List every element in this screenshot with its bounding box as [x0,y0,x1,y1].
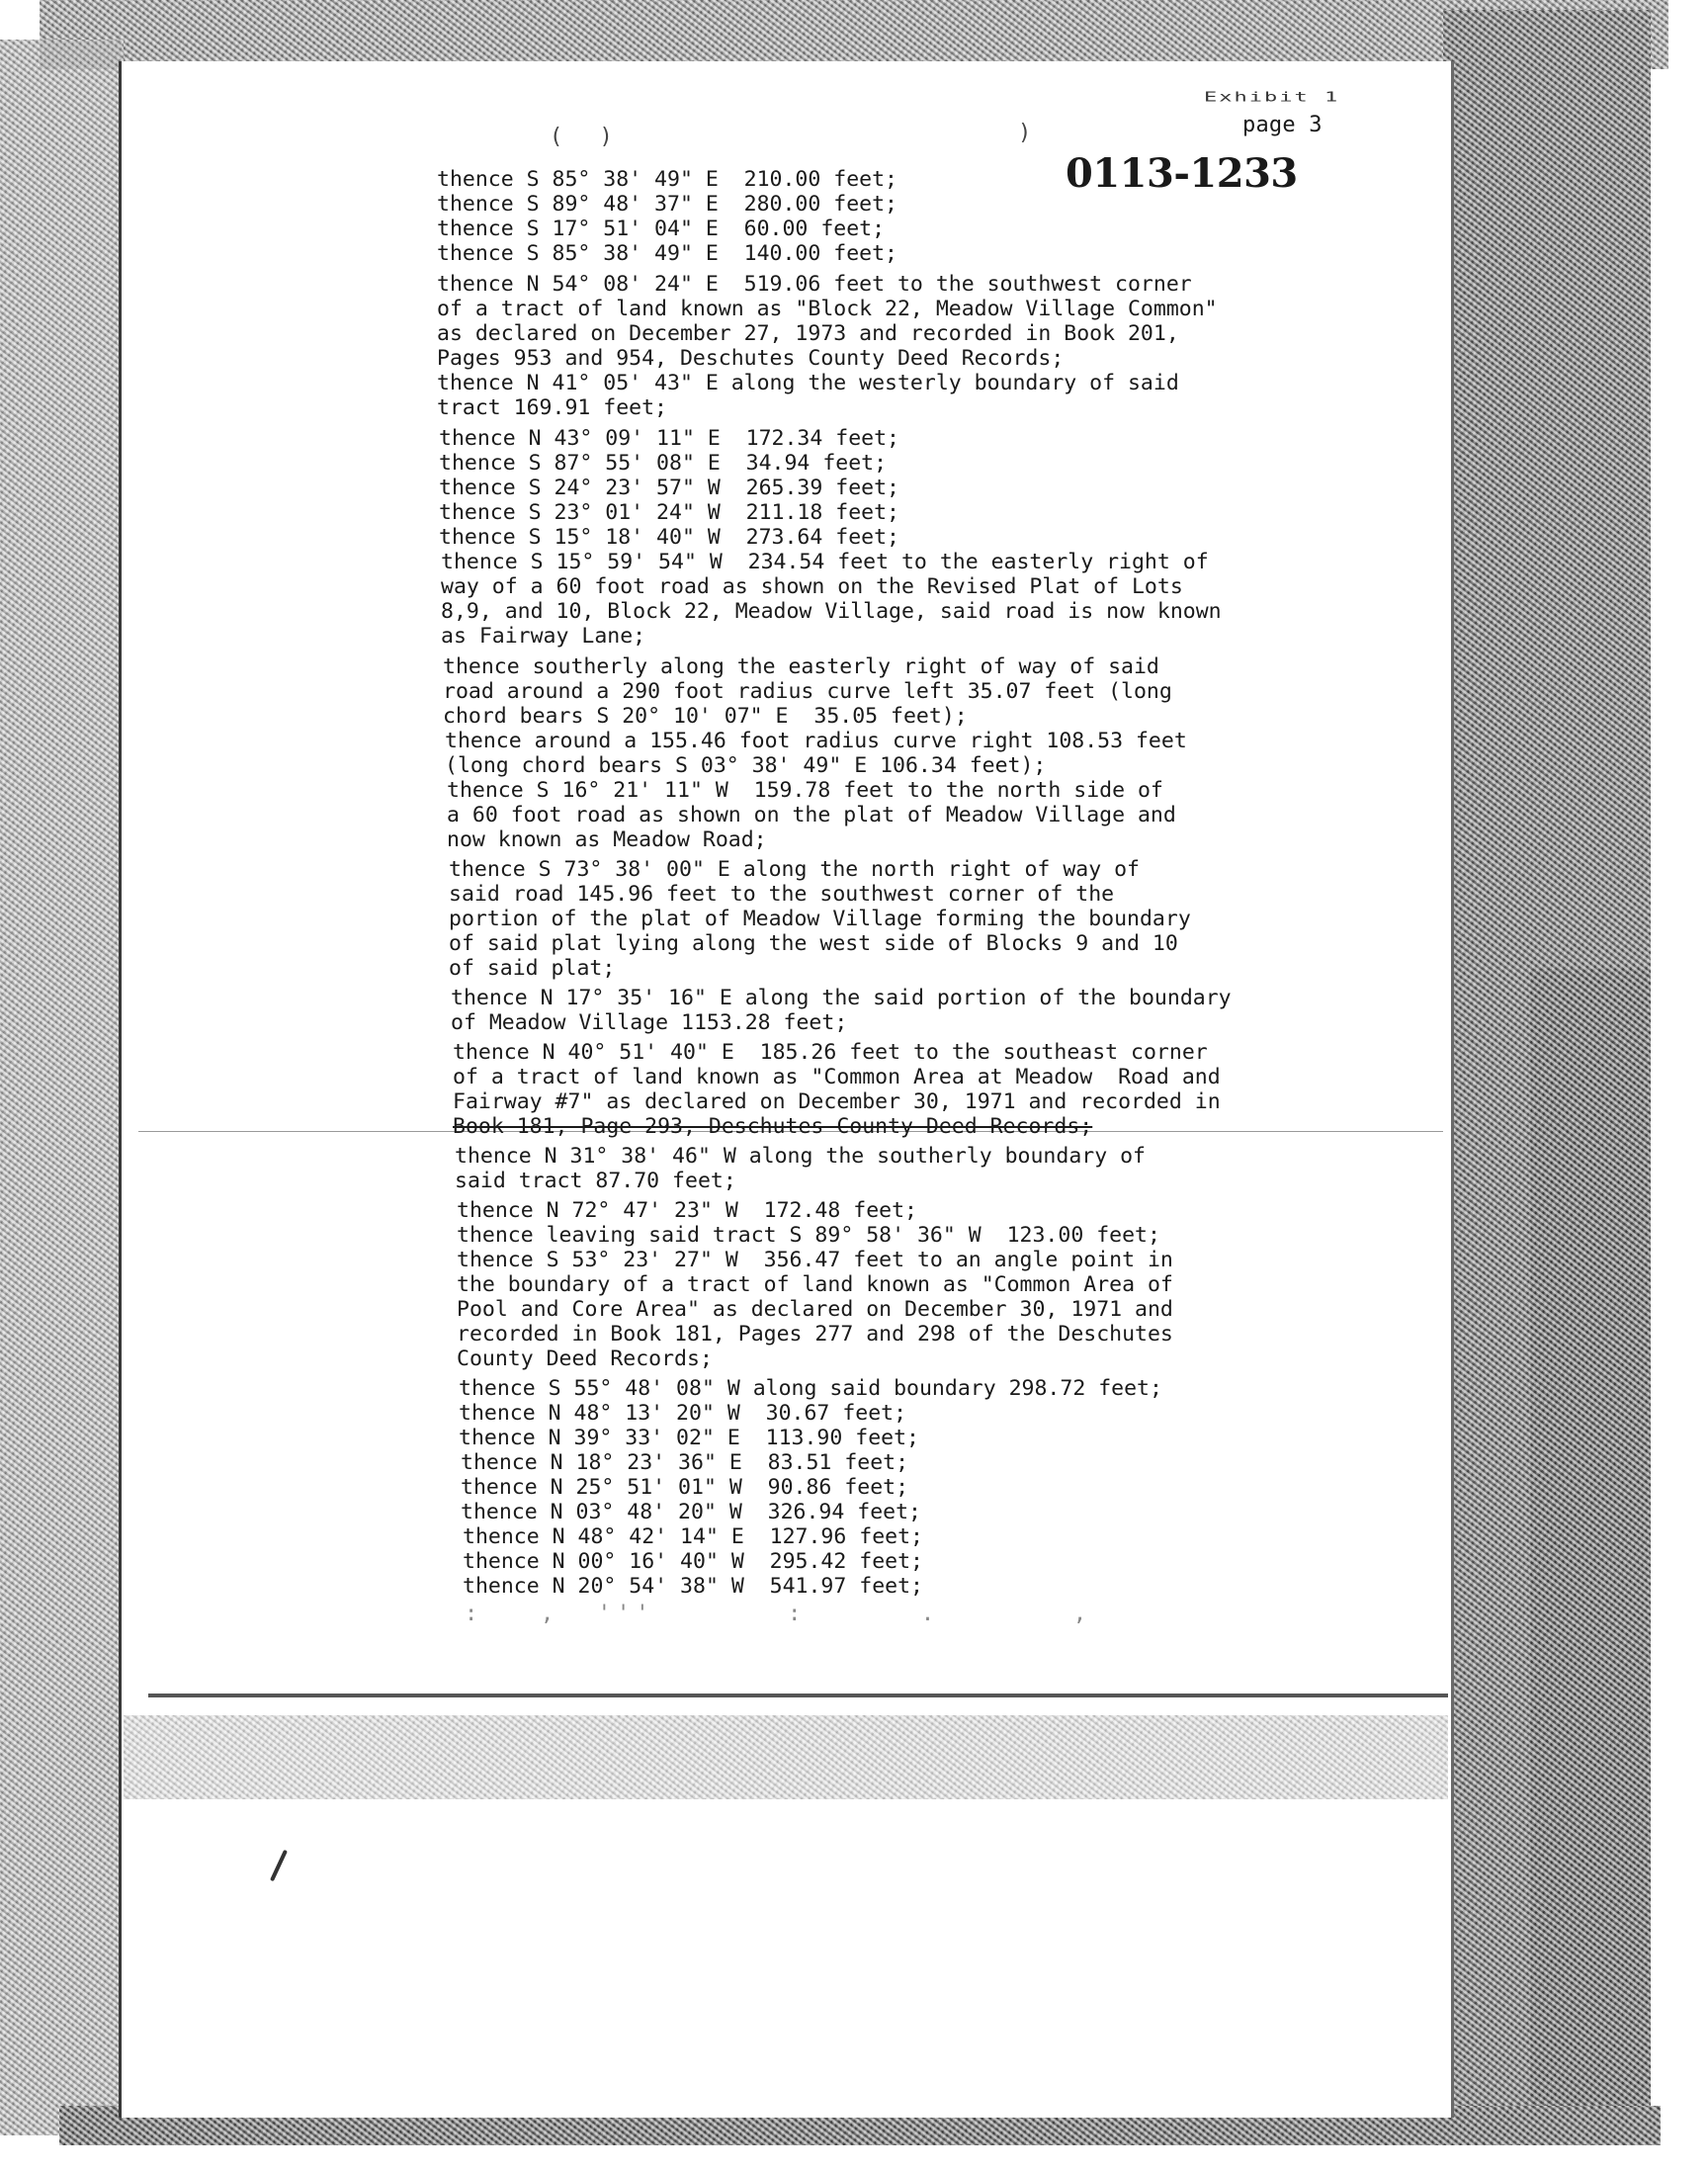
text-line: recorded in Book 181, Pages 277 and 298 of the Deschutes [457,1322,1173,1347]
paren-mark: ( ) [550,125,625,149]
text-line-struck: Book 181, Page 293, Deschutes County Deed Records; [453,1114,1093,1139]
text-line: thence S 85° 38' 49" E 210.00 feet; [437,167,897,192]
text-line: thence N 40° 51' 40" E 185.26 feet to the southeast corner [453,1040,1208,1065]
paren-mark-right: ) [1018,121,1032,145]
text-line: thence N 39° 33' 02" E 113.90 feet; [459,1426,919,1450]
text-line: a 60 foot road as shown on the plat of Meadow Village and [447,803,1176,827]
exhibit-label: Exhibit 1 [1204,90,1340,105]
text-line: thence S 24° 23' 57" W 265.39 feet; [439,476,899,500]
text-line: said tract 87.70 feet; [455,1169,736,1193]
text-line: thence N 48° 13' 20" W 30.67 feet; [459,1401,907,1426]
text-line: thence around a 155.46 foot radius curve right 108.53 feet [445,729,1187,753]
text-line: thence S 23° 01' 24" W 211.18 feet; [439,500,899,525]
text-line: thence N 20° 54' 38" W 541.97 feet; [463,1574,923,1599]
text-line: thence S 17° 51' 04" E 60.00 feet; [437,217,886,241]
scan-noise-lower-band [124,1715,1448,1799]
scan-noise-top [40,0,1668,69]
text-line: thence S 73° 38' 00" E along the north right of way of [449,857,1140,882]
text-line: thence N 25° 51' 01" W 90.86 feet; [461,1475,909,1500]
text-line: road around a 290 foot radius curve left 35.07 feet (long [443,679,1172,704]
text-line: thence N 41° 05' 43" E along the westerly boundary of said [437,371,1179,395]
text-line: thence N 54° 08' 24" E 519.06 feet to the southwest corner [437,272,1192,297]
text-line: thence S 15° 18' 40" W 273.64 feet; [439,525,899,550]
page-label: page 3 [1242,113,1323,137]
scan-noise-right-dark [1530,969,1651,2135]
text-line: of Meadow Village 1153.28 feet; [451,1010,848,1035]
text-line: of said plat lying along the west side of Blocks 9 and 10 [449,931,1178,956]
illegible-fragment: : , ''' : . , [465,1602,1093,1626]
scan-noise-left [0,40,124,2135]
text-line: thence leaving said tract S 89° 58' 36" W 123.00 feet; [457,1223,1160,1248]
text-line: (long chord bears S 03° 38' 49" E 106.34 feet); [445,753,1047,778]
text-line: of said plat; [449,956,616,981]
text-line: as Fairway Lane; [441,624,646,649]
document-number-stamp: 0113-1233 [1066,150,1298,197]
text-line: thence N 18° 23' 36" E 83.51 feet; [461,1450,909,1475]
text-line: thence N 43° 09' 11" E 172.34 feet; [439,426,899,451]
text-line: thence N 03° 48' 20" W 326.94 feet; [461,1500,921,1524]
text-line: portion of the plat of Meadow Village forming the boundary [449,907,1191,931]
text-line: thence N 00° 16' 40" W 295.42 feet; [463,1549,923,1574]
text-line: as declared on December 27, 1973 and recorded in Book 201, [437,321,1179,346]
text-line: now known as Meadow Road; [447,827,767,852]
text-line: thence S 55° 48' 08" W along said boundary 298.72 feet; [459,1376,1162,1401]
sheet-bottom-edge [148,1694,1448,1697]
text-line: thence S 89° 48' 37" E 280.00 feet; [437,192,897,217]
text-line: thence S 15° 59' 54" W 234.54 feet to the easterly right of [441,550,1209,574]
text-line: thence S 87° 55' 08" E 34.94 feet; [439,451,888,476]
text-line: thence S 16° 21' 11" W 159.78 feet to the north side of [447,778,1163,803]
text-line: thence N 48° 42' 14" E 127.96 feet; [463,1524,923,1549]
text-line: thence N 31° 38' 46" W along the southerly boundary of [455,1144,1146,1169]
text-line: thence S 85° 38' 49" E 140.00 feet; [437,241,897,266]
text-line: County Deed Records; [457,1347,713,1371]
text-line: chord bears S 20° 10' 07" E 35.05 feet); [443,704,968,729]
text-line: of a tract of land known as "Common Area at Meadow Road and [453,1065,1221,1089]
text-line: said road 145.96 feet to the southwest corner of the [449,882,1115,907]
text-line: thence S 53° 23' 27" W 356.47 feet to an angle point in [457,1248,1173,1272]
text-line: way of a 60 foot road as shown on the Revised Plat of Lots [441,574,1183,599]
text-line: Pool and Core Area" as declared on December 30, 1971 and [457,1297,1173,1322]
text-line: tract 169.91 feet; [437,395,667,420]
text-line: thence southerly along the easterly right of way of said [443,654,1159,679]
text-line: thence N 72° 47' 23" W 172.48 feet; [457,1198,917,1223]
text-line: the boundary of a tract of land known as "Common Area of [457,1272,1173,1297]
text-line: of a tract of land known as "Block 22, Meadow Village Common" [437,297,1218,321]
text-line: Fairway #7" as declared on December 30, 1971 and recorded in [453,1089,1221,1114]
text-line: 8,9, and 10, Block 22, Meadow Village, said road is now known [441,599,1222,624]
text-line: Pages 953 and 954, Deschutes County Deed Records; [437,346,1065,371]
text-line: thence N 17° 35' 16" E along the said portion of the boundary [451,986,1232,1010]
